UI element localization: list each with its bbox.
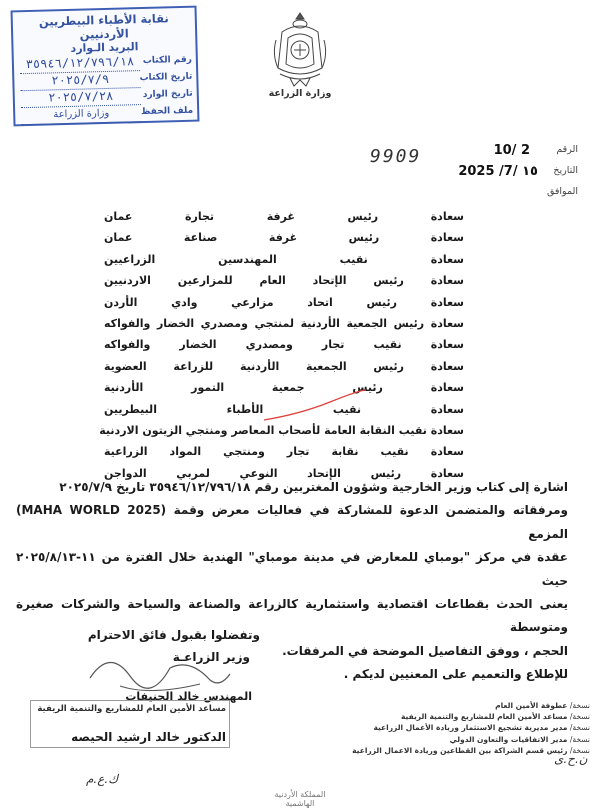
- addressee: سعادة رئيس الجمعية الأردنية للزراعة العضوية: [104, 359, 464, 373]
- footer-text: المملكة الأردنية الهاشمية: [274, 790, 326, 808]
- stamp-label: تاريخ الكتاب: [139, 71, 193, 84]
- jordan-emblem-icon: [270, 10, 330, 88]
- copy-prefix: نسخة/: [569, 723, 590, 733]
- copy-recipient: عطوفة الأمين العام: [495, 701, 568, 710]
- copy-prefix: نسخة/: [569, 701, 590, 710]
- addressee: سعادة رئيس جمعية التمور الأردنية: [104, 381, 464, 395]
- body-line: ومرفقاته والمتضمن الدعوة للمشاركة في فعاليات معرض وقمة (MAHA WORLD 2025) المزمع: [16, 503, 568, 541]
- body-line: يعنى الحدث بقطاعات اقتصادية واستثمارية كالزراعة والصناعة والسياحة والشركات صغيرة ومتوسطة: [16, 597, 568, 635]
- number-value: 10/ 2: [493, 143, 530, 158]
- copy-item: [318, 722, 590, 733]
- received-stamp: [11, 6, 200, 127]
- minister-title: وزير الزراعـة: [172, 650, 250, 664]
- handwritten-reference: 9909: [370, 146, 422, 167]
- addressee: سعادة نقيب نقابة تجار ومنتجي المواد الزراعية: [104, 445, 464, 459]
- copy-item: [318, 711, 590, 722]
- stamp-value: ٣٥٩٤٦/١٢/٧٩٦/١٨: [20, 53, 140, 74]
- copy-item: [318, 734, 590, 745]
- copy-item: [318, 745, 590, 756]
- body-line: اشارة إلى كتاب وزير الخارجية وشؤون المغتربين رقم ٣٥٩٤٦/١٢/٧٩٦/١٨ تاريخ ٢٠٢٥/٧/٩: [59, 480, 568, 494]
- addressee-list: [99, 206, 464, 484]
- stamp-subtitle: البريد الـوارد: [70, 40, 139, 55]
- addressee: سعادة رئيس غرفة تجارة عمان: [104, 210, 464, 223]
- closing-line: وتفضلوا بقبول فائق الاحترام: [87, 628, 260, 642]
- body-line: للإطلاع والتعميم على المعنيين لديكم .: [343, 667, 568, 682]
- copy-item: [318, 700, 590, 711]
- addressee: سعادة نقيب تجار ومصدري الخضار والفواكه: [104, 338, 464, 352]
- stamp-label: رقم الكتاب: [142, 54, 192, 67]
- addressee: سعادة رئيس غرفة صناعة عمان: [104, 231, 464, 245]
- body-line: عقدة في مركز "بومباي للمعارض في مدينة مومباي" الهندية خلال الفترة من ١١-٢٠٢٥/٨/١٣ حيث: [16, 550, 568, 588]
- addressee: سعادة نقيب النقابة العامة لأصحاب المعاصر ومنتجي الزيتون الاردنية: [99, 423, 464, 437]
- minister-name: المهندس خالد الحنيفات: [125, 690, 252, 703]
- stamp-label: ملف الحفظ: [140, 105, 194, 118]
- stamp-value: ٢٠٢٥/٧/٩: [20, 70, 140, 91]
- addressee: سعادة رئيس الجمعية الأردنية لمنتجي ومصدري الخضار والفواكه: [104, 316, 464, 330]
- addressee: سعادة رئيس الإتحاد النوعي لمربي الدواجن: [104, 466, 464, 480]
- ministry-name: وزارة الزراعة: [268, 88, 332, 99]
- date-value: 2025 /7/ ١٥: [458, 164, 538, 179]
- stamp-row-file: [19, 103, 193, 125]
- copy-recipient: مدير الاتفاقيات والتعاون الدولي: [449, 734, 568, 744]
- secretary-name: الدكتور خالد ارشيد الحيصه: [71, 730, 226, 744]
- addressee: سعادة نقيب الأطباء البيطريين: [104, 402, 464, 416]
- stamp-value: ٢٠٢٥/٧/٢٨: [21, 87, 141, 108]
- addressee: سعادة رئيس الإتحاد العام للمزارعين الاردنيين: [104, 274, 464, 288]
- body-line: الحجم ، ووفق التفاصيل الموضحة في المرفقات.: [282, 643, 568, 658]
- addressee: سعادة نقيب المهندسين الزراعيين: [104, 252, 464, 266]
- hijri-date-label: الموافق: [546, 186, 578, 197]
- initials-left: ك.ع.م: [86, 772, 119, 786]
- copy-recipient: مدير مديرية تشجيع الاستثمار وريادة الأعمال الزراعية: [373, 723, 568, 733]
- copies-list: [318, 700, 590, 756]
- copy-recipient: رئيس قسم الشراكة بين القطاعين وريادة الاعمال الزراعية: [352, 745, 568, 755]
- stamp-label: تاريخ الوارد: [142, 88, 193, 101]
- copy-prefix: نسخة/: [569, 745, 590, 755]
- copy-recipient: مساعد الأمين العام للمشاريع والتنمية الريفية: [400, 712, 568, 722]
- addressee: سعادة رئيس اتحاد مزارعي وادي الأردن: [104, 295, 464, 309]
- secretary-title: مساعد الأمين العام للمشاريع والتنمية الريفية: [37, 704, 226, 714]
- stamp-value: وزارة الزراعة: [21, 104, 141, 125]
- stamp-title: نقابة الأطباء البيطريين الأردنيين: [38, 11, 169, 42]
- date-label: التاريخ: [553, 165, 578, 176]
- initials-right: ن.ح.ى: [554, 752, 588, 766]
- copy-prefix: نسخة/: [569, 734, 590, 744]
- number-label: الرقم: [556, 144, 578, 155]
- red-pen-mark: [260, 386, 370, 426]
- copy-prefix: نسخة/: [569, 712, 590, 722]
